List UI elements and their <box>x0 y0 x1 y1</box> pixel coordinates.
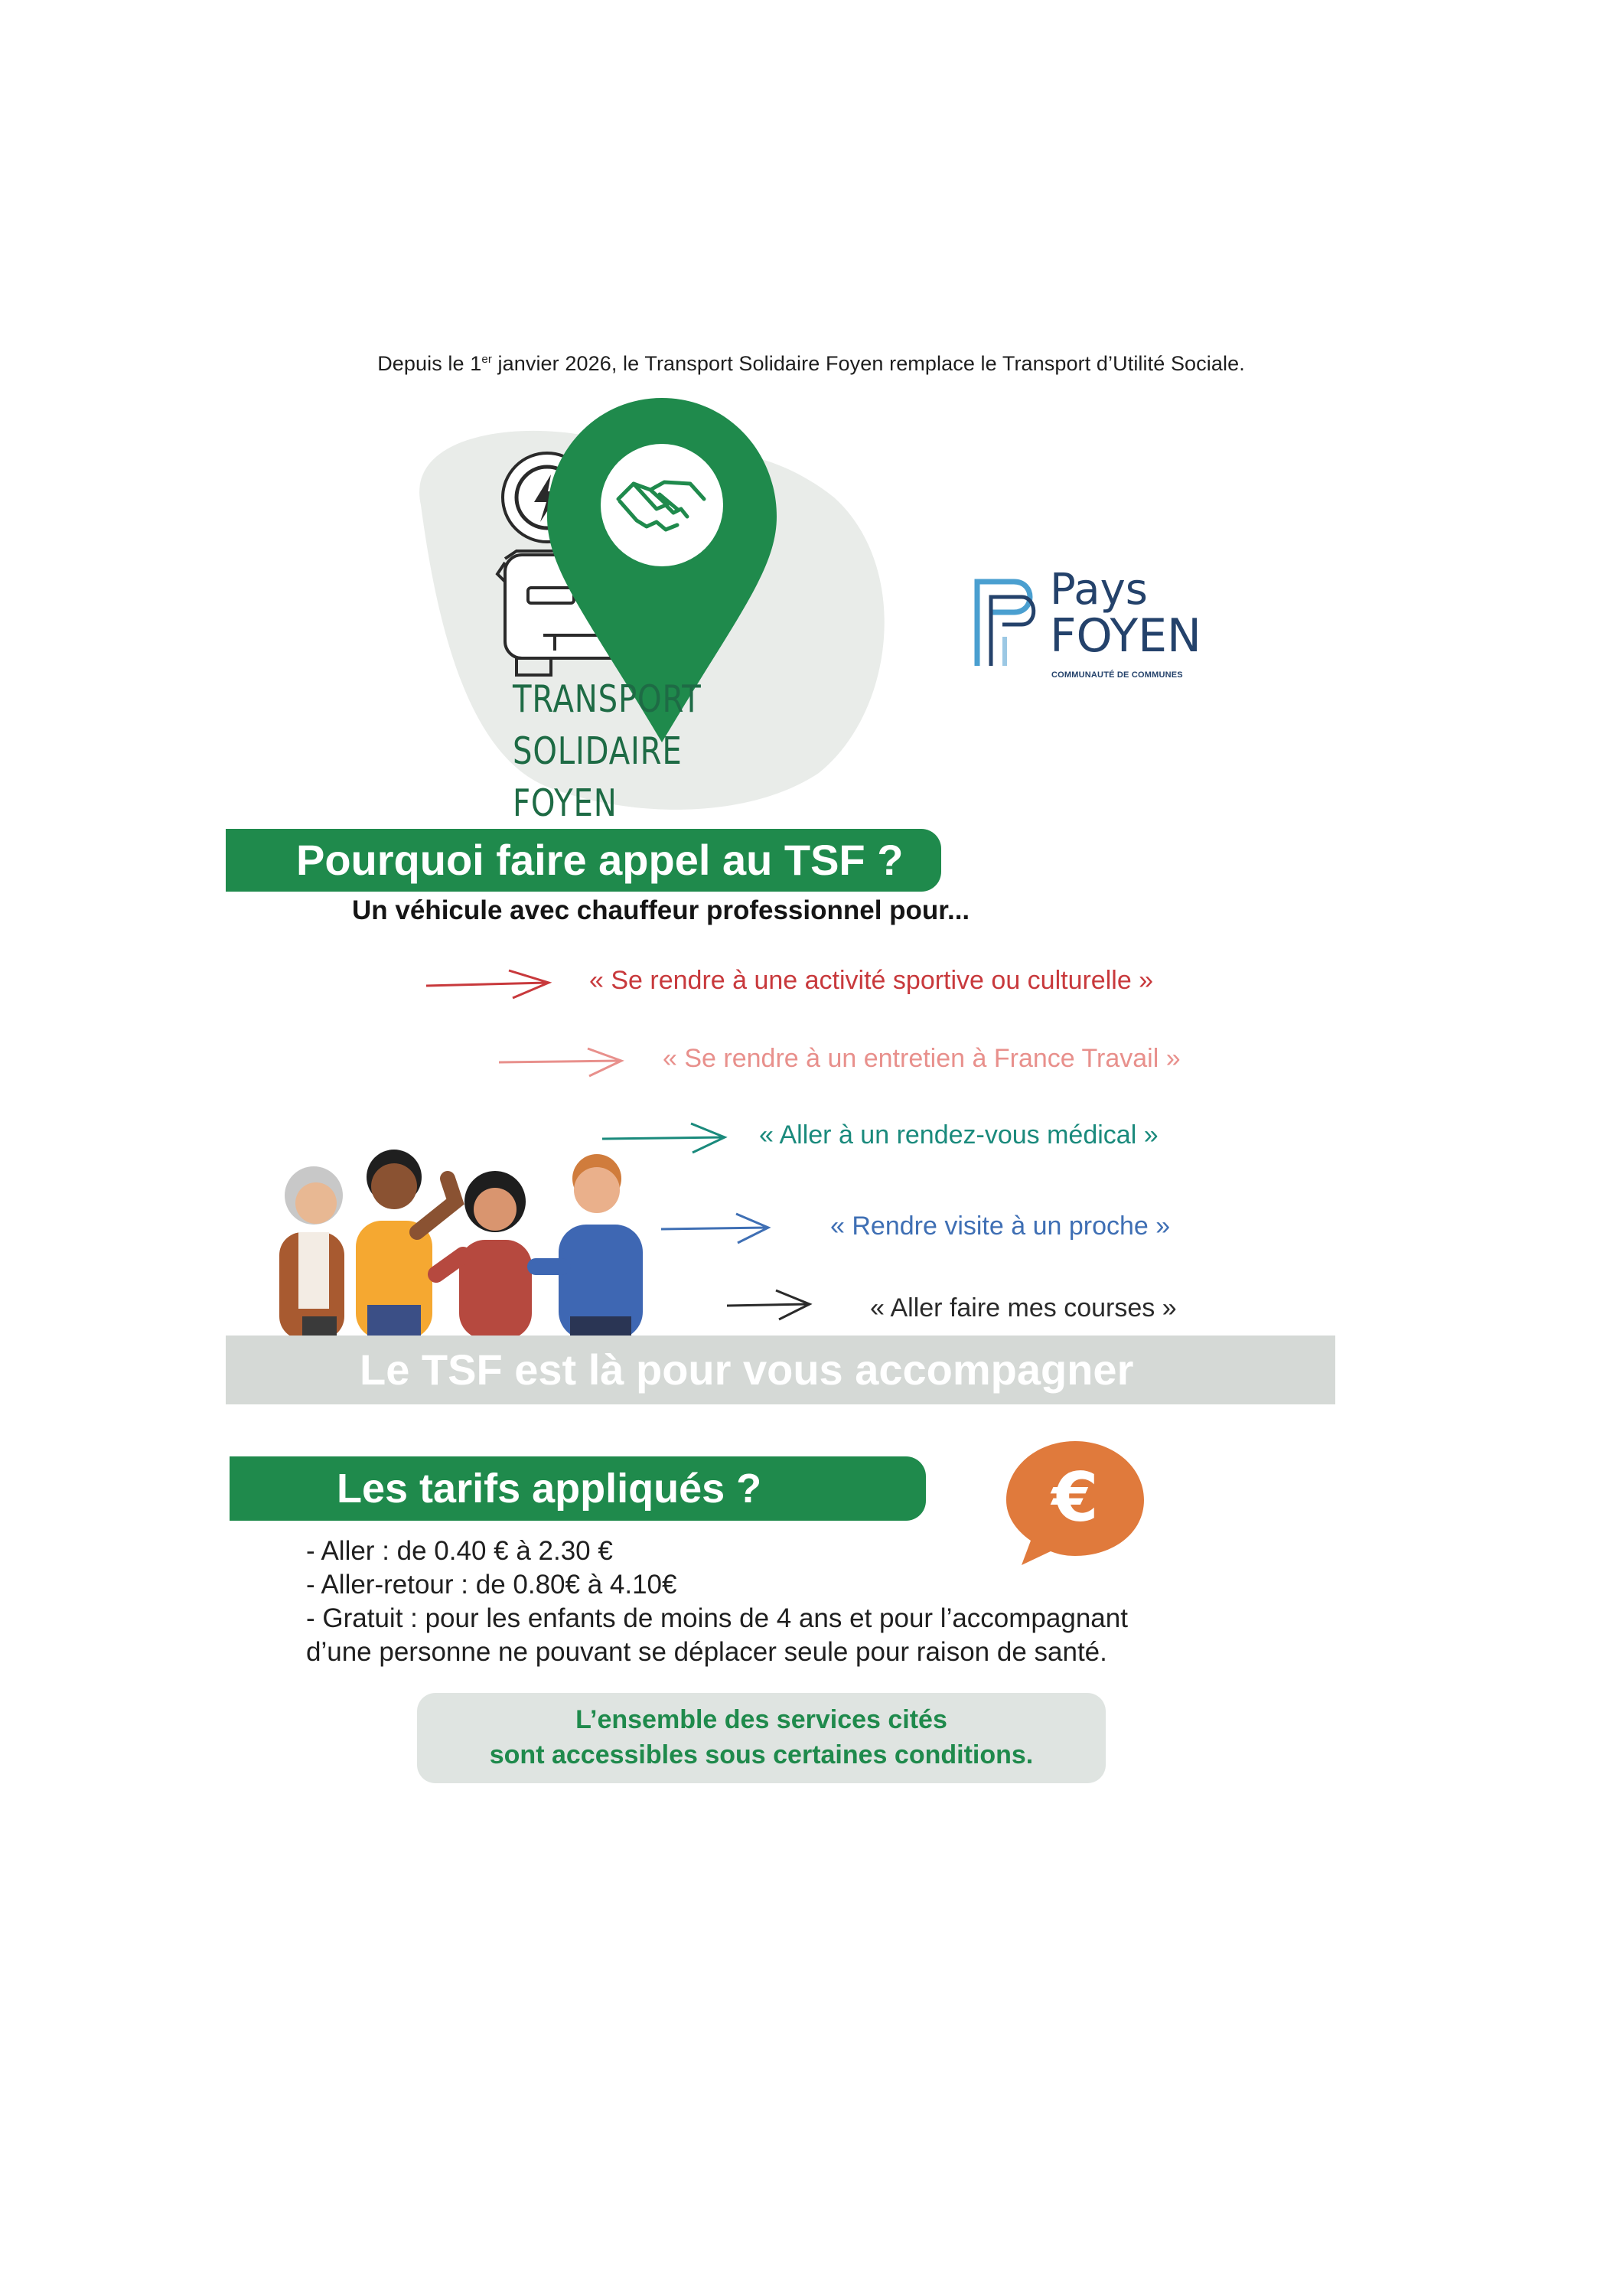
pays-foyen-name: FOYEN <box>1050 609 1201 663</box>
reason-france-travail: « Se rendre à un entretien à France Travail » <box>663 1044 1181 1073</box>
price-line-gratuit: - Gratuit : pour les enfants de moins de 4 ans et pour l’accompagnant <box>306 1603 1128 1633</box>
intro-text: Depuis le 1er janvier 2026, le Transport Solidaire Foyen remplace le Transport d’Utilité Sociale. <box>377 352 1245 375</box>
pays-foyen-subtitle: COMMUNAUTÉ DE COMMUNES <box>1051 670 1183 680</box>
reason-arrow-1 <box>425 964 555 1003</box>
section-why-title: Pourquoi faire appel au TSF ? <box>226 829 941 892</box>
prices-list <box>306 1534 1128 1669</box>
reason-arrow-4 <box>660 1209 774 1247</box>
euro-symbol: € <box>1051 1458 1099 1537</box>
person-older-woman <box>279 1166 344 1339</box>
reason-sport-culture: « Se rendre à une activité sportive ou culturelle » <box>589 966 1154 995</box>
person-man-yellow <box>356 1150 455 1339</box>
reason-shopping: « Aller faire mes courses » <box>870 1293 1177 1322</box>
tsf-logo-title: TRANSPORT SOLIDAIRE FOYEN <box>513 677 702 825</box>
section-prices-title: Les tarifs appliqués ? <box>230 1456 926 1521</box>
conditions-line-2: sont accessibles sous certaines conditions. <box>489 1740 1034 1769</box>
pays-foyen-pays: Pays <box>1050 565 1148 615</box>
reason-arrow-2 <box>497 1042 627 1081</box>
person-man-blue <box>536 1154 643 1339</box>
reason-arrow-5 <box>725 1286 817 1324</box>
price-line-gratuit-cont: d’une personne ne pouvant se déplacer seule pour raison de santé. <box>306 1637 1107 1667</box>
reason-medical: « Aller à un rendez-vous médical » <box>759 1120 1159 1150</box>
accompany-banner: Le TSF est là pour vous accompagner <box>226 1336 1335 1404</box>
price-line-aller: - Aller : de 0.40 € à 2.30 € <box>306 1536 613 1566</box>
conditions-line-1: L’ensemble des services cités <box>575 1705 947 1734</box>
price-line-aller-retour: - Aller-retour : de 0.80€ à 4.10€ <box>306 1570 677 1600</box>
conditions-box <box>417 1693 1106 1783</box>
section-why-subtitle: Un véhicule avec chauffeur professionnel pour... <box>352 895 970 925</box>
reason-visit: « Rendre visite à un proche » <box>830 1212 1171 1241</box>
people-illustration <box>272 1133 654 1339</box>
